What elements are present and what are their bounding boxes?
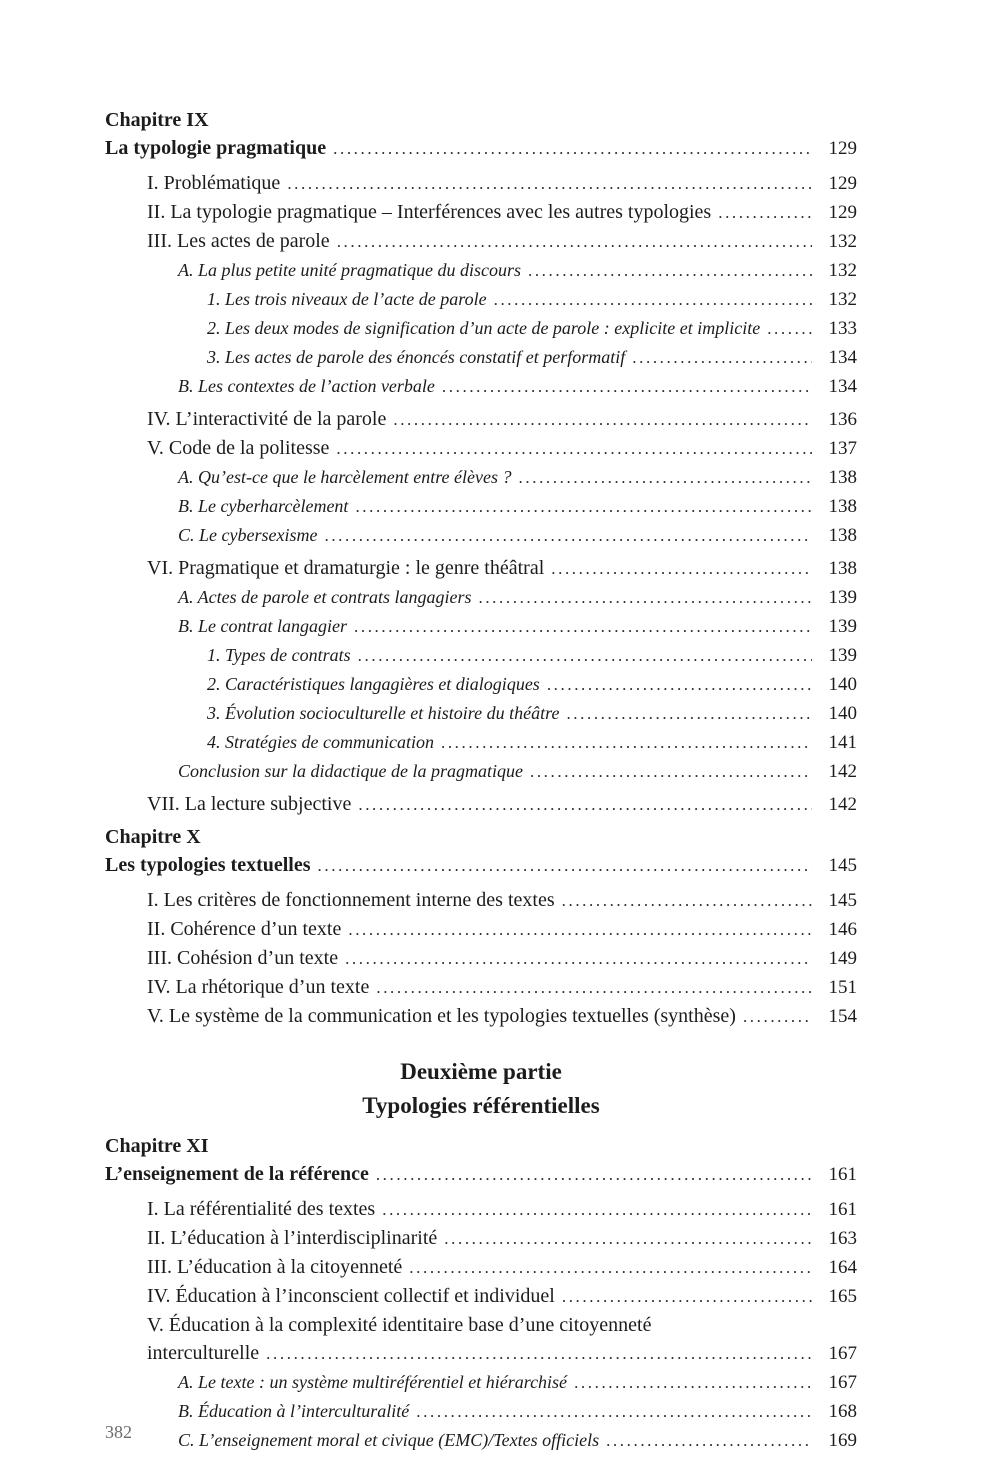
page-number: 163	[828, 1228, 857, 1249]
toc-entry	[105, 318, 857, 340]
toc-entry-label: C. Le cybersexisme	[178, 525, 318, 545]
chapter-label: Chapitre IX	[105, 109, 209, 131]
toc-entry	[105, 890, 857, 912]
toc-entry-label: III. Cohésion d’un texte	[147, 947, 339, 969]
toc-entry	[105, 438, 857, 460]
toc-entry	[105, 1199, 857, 1221]
toc-entry	[105, 173, 857, 195]
page-number: 142	[828, 794, 857, 815]
toc-entry	[105, 794, 857, 816]
chapter-title: La typologie pragmatique	[105, 137, 327, 159]
page-number: 140	[828, 674, 857, 695]
toc-entry-label: IV. L’interactivité de la parole	[147, 408, 387, 430]
toc-entry	[105, 948, 857, 970]
toc-entry-label: B. Éducation à l’interculturalité	[178, 1401, 410, 1421]
toc-entry	[105, 732, 857, 754]
dot-leader	[376, 1164, 812, 1186]
page-number: 132	[828, 231, 857, 252]
chapter-title-row	[105, 1164, 857, 1186]
page-number: 139	[828, 587, 857, 608]
dot-leader	[416, 1401, 812, 1423]
toc-entry	[105, 1401, 857, 1423]
toc-entry	[105, 1343, 857, 1365]
dot-leader	[551, 558, 812, 580]
toc-entry	[105, 977, 857, 999]
toc-entry	[105, 1286, 857, 1308]
toc-entry-label: I. Les critères de fonctionnement interne des textes	[147, 889, 555, 911]
dot-leader	[743, 1006, 812, 1028]
table-of-contents	[105, 103, 857, 1452]
dot-leader	[348, 919, 812, 941]
dot-leader	[409, 1257, 812, 1279]
chapter-label: Chapitre X	[105, 826, 201, 848]
toc-entry	[105, 496, 857, 518]
toc-entry-label: III. Les actes de parole	[147, 230, 330, 252]
dot-leader	[382, 1199, 812, 1221]
toc-entry-label: A. Qu’est-ce que le harcèlement entre élèves ?	[178, 467, 512, 487]
page-number: 129	[828, 138, 857, 159]
toc-entry	[105, 202, 857, 224]
dot-leader	[376, 977, 812, 999]
toc-entry-label: Conclusion sur la didactique de la pragmatique	[178, 761, 523, 781]
toc-entry	[105, 347, 857, 369]
page-number: 167	[828, 1372, 857, 1393]
toc-entry	[105, 587, 857, 609]
dot-leader	[266, 1343, 812, 1365]
toc-entry	[105, 616, 857, 638]
page-number: 167	[828, 1343, 857, 1364]
toc-entry-label: 3. Évolution socioculturelle et histoire du théâtre	[207, 703, 560, 723]
page-number: 145	[828, 890, 857, 911]
part-heading	[105, 1055, 857, 1123]
dot-leader	[478, 587, 812, 609]
dot-leader	[562, 1286, 812, 1308]
dot-leader	[318, 855, 812, 877]
dot-leader	[606, 1430, 812, 1452]
page-footer	[105, 1421, 132, 1443]
dot-leader	[336, 438, 812, 460]
toc-entry-label: A. La plus petite unité pragmatique du discours	[178, 260, 521, 280]
dot-leader	[287, 173, 812, 195]
page-number: 151	[828, 977, 857, 998]
toc-entry-label: 4. Stratégies de communication	[207, 732, 434, 752]
page-number: 138	[828, 467, 857, 488]
toc-entry-label: B. Les contextes de l’action verbale	[178, 376, 435, 396]
dot-leader	[358, 645, 812, 667]
dot-leader	[355, 496, 812, 518]
toc-entry-label: IV. La rhétorique d’un texte	[147, 976, 370, 998]
toc-entry-label: V. Éducation à la complexité identitaire base d’une citoyenneté	[147, 1314, 652, 1336]
chapter-title: L’enseignement de la référence	[105, 1163, 369, 1185]
toc-entry	[105, 260, 857, 282]
toc-entry-label: V. Code de la politesse	[147, 437, 330, 459]
dot-leader	[345, 948, 812, 970]
toc-entry-label: I. La référentialité des textes	[147, 1198, 376, 1220]
page-number: 138	[828, 496, 857, 517]
dot-leader	[566, 703, 812, 725]
toc-entry	[105, 645, 857, 667]
dot-leader	[767, 318, 812, 340]
page-number: 132	[828, 260, 857, 281]
toc-entry-label: 2. Caractéristiques langagières et dialogiques	[207, 674, 540, 694]
toc-entry	[105, 761, 857, 783]
toc-entry-label: II. Cohérence d’un texte	[147, 918, 342, 940]
dot-leader	[444, 1228, 812, 1250]
toc-entry-label: A. Le texte : un système multiréférentiel et hiérarchisé	[178, 1372, 568, 1392]
toc-entry-label: II. L’éducation à l’interdisciplinarité	[147, 1227, 438, 1249]
page-number: 161	[828, 1164, 857, 1185]
toc-entry-label: IV. Éducation à l’inconscient collectif et individuel	[147, 1285, 555, 1307]
toc-entry	[105, 376, 857, 398]
toc-entry-label: 2. Les deux modes de signification d’un acte de parole : explicite et implicite	[207, 318, 761, 338]
dot-leader	[528, 260, 812, 282]
page-number: 136	[828, 409, 857, 430]
toc-entry-label: B. Le contrat langagier	[178, 616, 347, 636]
toc-entry-label: V. Le système de la communication et les typologies textuelles (synthèse)	[147, 1005, 736, 1027]
part-heading-line: Deuxième partie	[400, 1059, 562, 1084]
toc-entry	[105, 1228, 857, 1250]
page-number: 161	[828, 1199, 857, 1220]
dot-leader	[324, 525, 812, 547]
page-number: 154	[828, 1006, 857, 1027]
toc-entry-label: I. Problématique	[147, 172, 281, 194]
page-number: 139	[828, 645, 857, 666]
toc-entry	[105, 525, 857, 547]
dot-leader	[333, 138, 812, 160]
page-number: 145	[828, 855, 857, 876]
dot-leader	[354, 616, 812, 638]
dot-leader	[442, 376, 812, 398]
page-number: 141	[828, 732, 857, 753]
toc-entry-label: 1. Types de contrats	[207, 645, 351, 665]
toc-entry	[105, 1006, 857, 1028]
page-number: 138	[828, 525, 857, 546]
page-number: 134	[828, 347, 857, 368]
toc-entry-label: interculturelle	[147, 1342, 260, 1364]
page-number: 129	[828, 173, 857, 194]
page-number: 139	[828, 616, 857, 637]
part-heading-line: Typologies référentielles	[362, 1093, 600, 1118]
page-number: 133	[828, 318, 857, 339]
folio-page-number: 382	[105, 1422, 132, 1442]
dot-leader	[632, 347, 812, 369]
toc-entry	[105, 558, 857, 580]
page-number: 164	[828, 1257, 857, 1278]
toc-entry-label: 1. Les trois niveaux de l’acte de parole	[207, 289, 487, 309]
page-number: 146	[828, 919, 857, 940]
toc-entry	[105, 919, 857, 941]
toc-entry	[105, 674, 857, 696]
page-number: 142	[828, 761, 857, 782]
chapter-label: Chapitre XI	[105, 1135, 209, 1157]
toc-entry	[105, 289, 857, 311]
dot-leader	[441, 732, 812, 754]
dot-leader	[574, 1372, 812, 1394]
toc-entry	[105, 1372, 857, 1394]
page-number: 165	[828, 1286, 857, 1307]
toc-entry	[105, 409, 857, 431]
dot-leader	[547, 674, 812, 696]
dot-leader	[393, 409, 812, 431]
toc-entry	[105, 1430, 857, 1452]
page-number: 129	[828, 202, 857, 223]
toc-entry-label: III. L’éducation à la citoyenneté	[147, 1256, 403, 1278]
toc-entry-label: VII. La lecture subjective	[147, 793, 352, 815]
dot-leader	[718, 202, 812, 224]
dot-leader	[337, 231, 812, 253]
toc-entry-label: 3. Les actes de parole des énoncés constatif et performatif	[207, 347, 626, 367]
chapter-title: Les typologies textuelles	[105, 854, 311, 876]
page-number: 134	[828, 376, 857, 397]
toc-entry-label: B. Le cyberharcèlement	[178, 496, 349, 516]
page-number: 140	[828, 703, 857, 724]
dot-leader	[530, 761, 812, 783]
toc-entry-label: VI. Pragmatique et dramaturgie : le genre théâtral	[147, 557, 545, 579]
dot-leader	[358, 794, 812, 816]
toc-entry-label: C. L’enseignement moral et civique (EMC)/Textes officiels	[178, 1430, 600, 1450]
page-number: 168	[828, 1401, 857, 1422]
page-number: 138	[828, 558, 857, 579]
dot-leader	[519, 467, 812, 489]
page-number: 149	[828, 948, 857, 969]
chapter-title-row	[105, 855, 857, 877]
page-number: 137	[828, 438, 857, 459]
toc-entry	[105, 1315, 857, 1336]
page-number: 132	[828, 289, 857, 310]
chapter-title-row	[105, 138, 857, 160]
toc-entry-label: II. La typologie pragmatique – Interférences avec les autres typologies	[147, 201, 712, 223]
toc-entry-label: A. Actes de parole et contrats langagiers	[178, 587, 472, 607]
toc-entry	[105, 231, 857, 253]
toc-entry	[105, 467, 857, 489]
page-number: 169	[828, 1430, 857, 1451]
toc-entry	[105, 1257, 857, 1279]
toc-entry	[105, 703, 857, 725]
dot-leader	[562, 890, 812, 912]
dot-leader	[494, 289, 812, 311]
